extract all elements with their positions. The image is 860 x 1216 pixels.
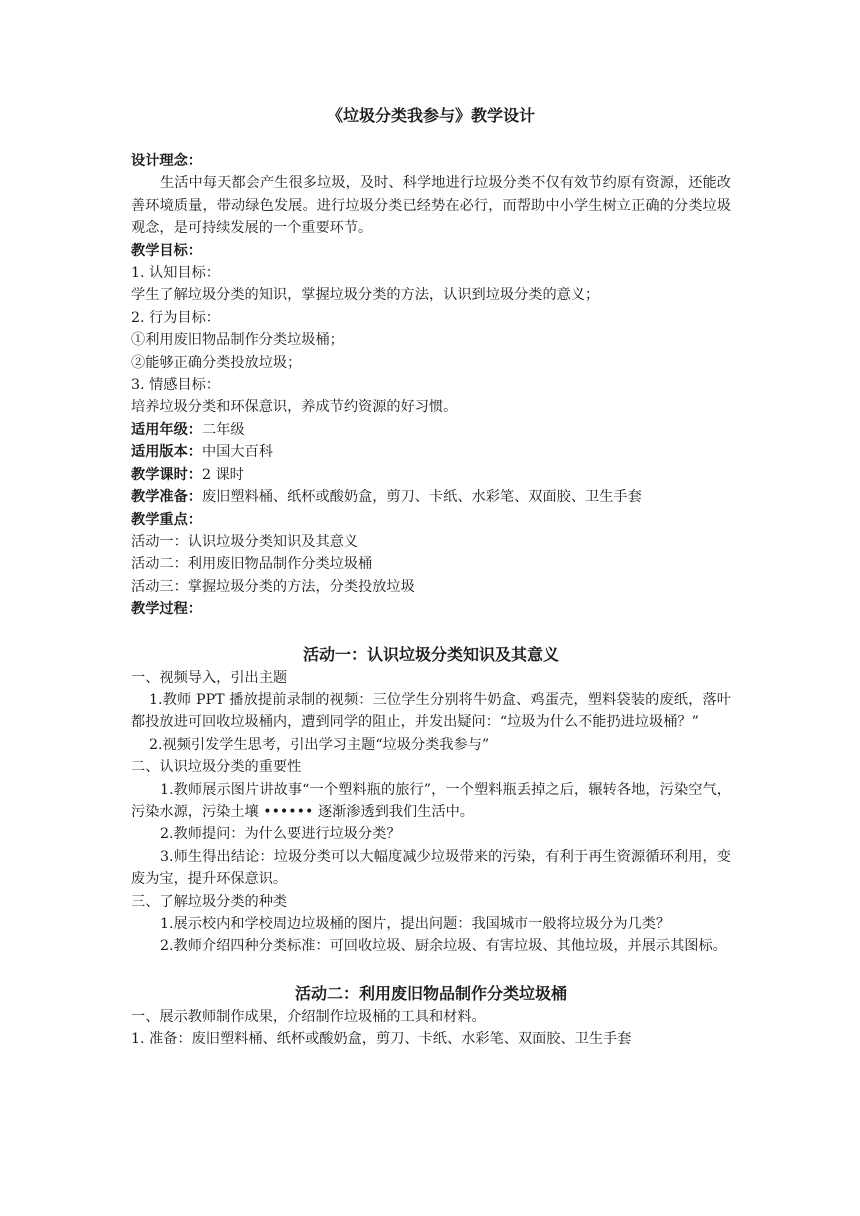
grade-label: 适用年级： [131,421,202,438]
activity1-section3-paragraph: 2.教师介绍四种分类标准：可回收垃圾、厨余垃圾、有害垃圾、其他垃圾，并展示其图标。 [160,938,727,955]
activity1-section2-title: 二、认识垃圾分类的重要性 [131,759,302,776]
edition-line [131,441,731,463]
edition-label: 适用版本： [131,444,202,461]
hours-line [131,464,731,486]
key-point-item: 活动一：认识垃圾分类知识及其意义 [131,533,359,550]
hours-value: 2 课时 [201,466,244,483]
emotion-objective-title: 3. 情感目标： [131,377,220,394]
activity1-section2-paragraph: 1.教师展示图片讲故事“一个塑料瓶的旅行”，一个塑料瓶丢掉之后，辗转各地，污染空气，污染水源，污染土壤 •••••• 逐渐渗透到我们生活中。 [131,781,731,820]
prep-value: 废旧塑料桶、纸杯或酸奶盒，剪刀、卡纸、水彩笔、双面胶、卫生手套 [201,489,642,506]
grade-value: 二年级 [201,421,245,438]
activity1-section3-title: 三、了解垃圾分类的种类 [131,893,288,910]
objectives-heading: 教学目标： [131,242,202,259]
activity1-section2-paragraph: 3.师生得出结论：垃圾分类可以大幅度减少垃圾带来的污染，有利于再生资源循环利用，变废为宝，提升环保意识。 [131,848,731,888]
behavior-objective-item: ②能够正确分类投放垃圾； [131,354,302,371]
edition-value: 中国大百科 [201,444,273,461]
activity1-section1-paragraph: 1.教师 PPT 播放提前录制的视频：三位学生分别将牛奶盒、鸡蛋壳，塑料袋装的废纸，落叶都投放进可回收垃圾桶内，遭到同学的阻止，并发出疑问：“垃圾为什么不能扔进垃圾桶？” [131,691,731,731]
grade-line [131,419,731,441]
activity2-section1-paragraph: 1. 准备：废旧塑料桶、纸杯或酸奶盒，剪刀、卡纸、水彩笔、双面胶、卫生手套 [131,1031,632,1048]
key-points-heading: 教学重点： [131,511,202,528]
emotion-objective-body: 培养垃圾分类和环保意识，养成节约资源的好习惯。 [131,399,458,416]
prep-label: 教学准备： [131,489,202,506]
activity2-section1-title: 一、展示教师制作成果，介绍制作垃圾桶的工具和材料。 [131,1008,486,1025]
design-concept-heading: 设计理念： [131,153,202,169]
process-heading: 教学过程： [131,601,202,618]
activity1-section1-title: 一、视频导入，引出主题 [131,669,288,686]
activity1-heading: 活动一：认识垃圾分类知识及其意义 [302,644,559,664]
behavior-objective-title: 2. 行为目标： [131,309,220,326]
cognitive-objective-body: 学生了解垃圾分类的知识，掌握垃圾分类的方法，认识到垃圾分类的意义； [131,287,600,304]
behavior-objective-item: ①利用废旧物品制作分类垃圾桶； [131,332,344,349]
activity1-section2-paragraph: 2.教师提问：为什么要进行垃圾分类？ [160,826,401,843]
activity1-section3-paragraph: 1.展示校内和学校周边垃圾桶的图片，提出问题：我国城市一般将垃圾分为几类？ [160,916,671,932]
design-concept-body: 生活中每天都会产生很多垃圾，及时、科学地进行垃圾分类不仅有效节约原有资源，还能改善环境质量，带动绿色发展。进行垃圾分类已经势在必行，而帮助中小学生树立正确的分类垃圾观念，是可持续发展的一个重要环节。 [131,175,731,237]
hours-label: 教学课时： [131,466,202,483]
cognitive-objective-title: 1. 认知目标： [131,265,220,282]
activity1-section1-paragraph: 2.视频引发学生思考，引出学习主题“垃圾分类我参与” [149,736,490,753]
document-title: 《垃圾分类我参与》教学设计 [326,106,535,125]
prep-line [131,486,731,508]
key-point-item: 活动三：掌握垃圾分类的方法，分类投放垃圾 [131,578,415,595]
document-body [131,104,731,1051]
activity2-heading: 活动二：利用废旧物品制作分类垃圾桶 [294,983,567,1003]
key-point-item: 活动二：利用废旧物品制作分类垃圾桶 [131,556,373,573]
